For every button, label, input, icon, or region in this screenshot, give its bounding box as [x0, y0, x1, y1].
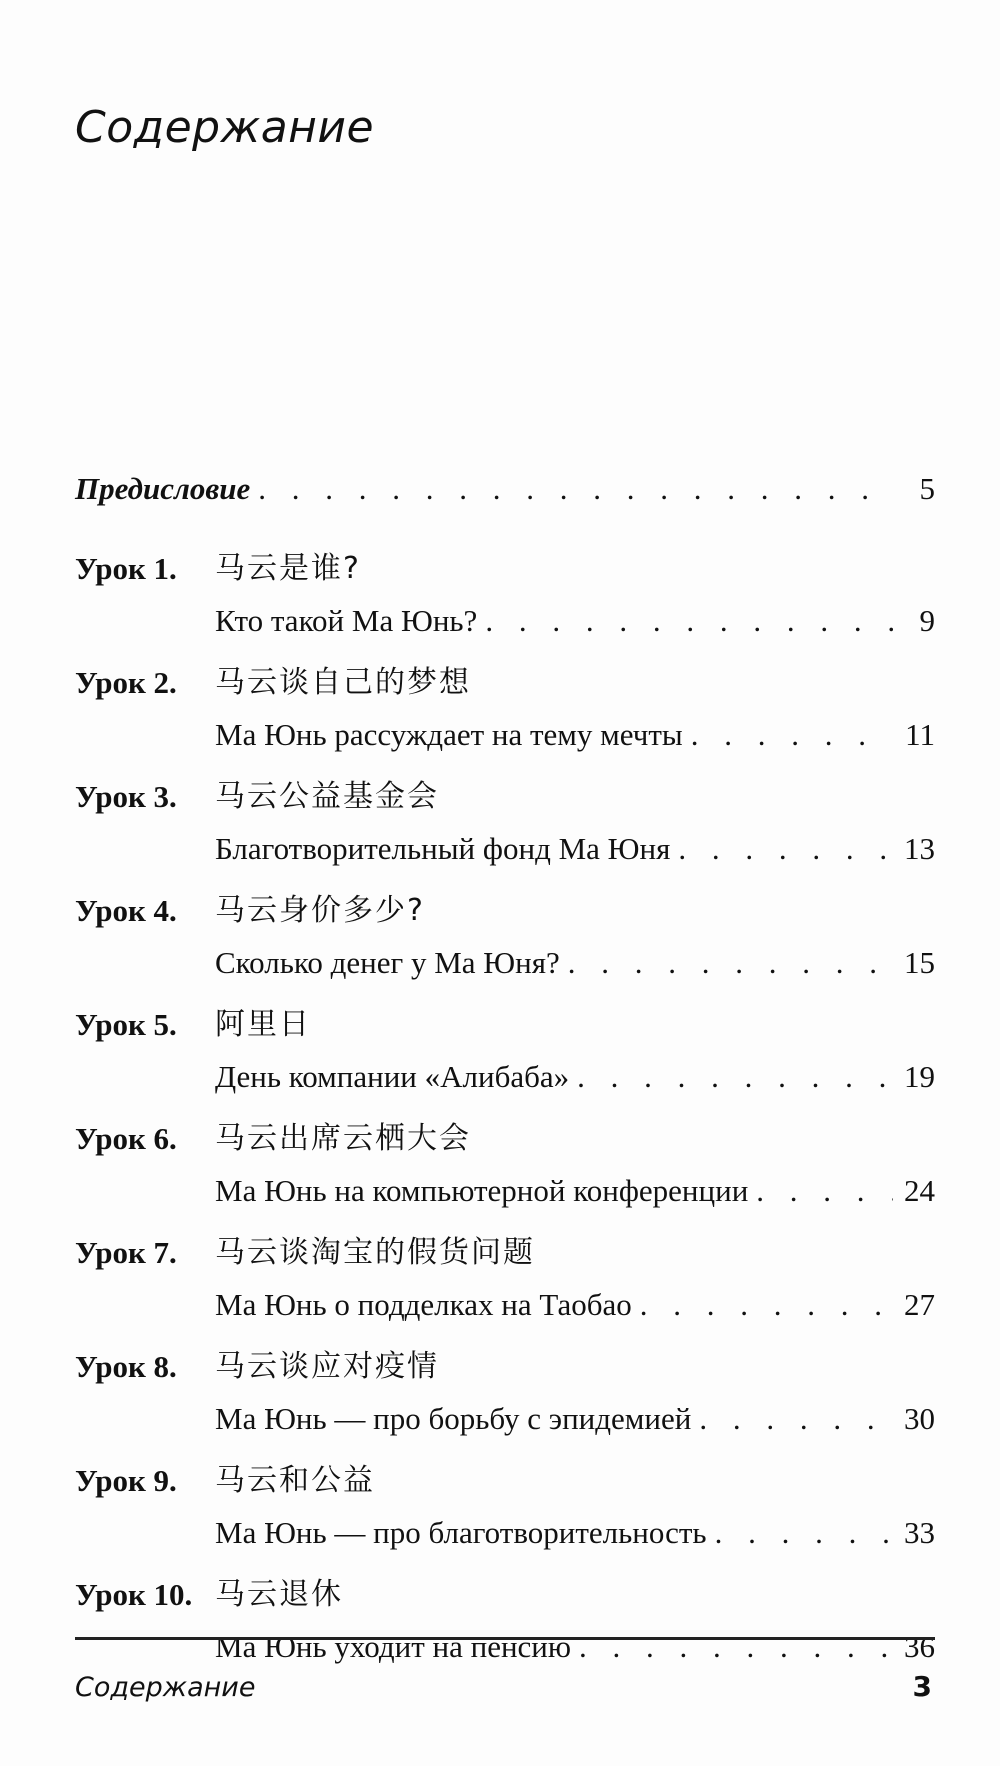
lesson-title-russian: Ма Юнь — про благотворительность	[215, 1515, 707, 1550]
dot-leader	[640, 1284, 893, 1326]
lesson-titles	[215, 1346, 935, 1440]
lesson-page-number: 19	[904, 1059, 935, 1094]
lesson-title-chinese: 阿里日	[215, 1007, 311, 1042]
toc-entry-lesson-9[interactable]	[75, 1460, 935, 1554]
footer-divider	[75, 1637, 935, 1640]
lesson-titles	[215, 1460, 935, 1554]
lesson-label: Урок 6.	[75, 1121, 177, 1156]
lesson-label: Урок 4.	[75, 893, 177, 928]
lesson-page-number: 36	[904, 1629, 935, 1664]
lesson-page-number: 9	[919, 603, 935, 638]
toc-entry-lesson-4[interactable]	[75, 890, 935, 984]
lesson-page-number: 11	[905, 717, 935, 752]
toc-entry-lesson-2[interactable]	[75, 662, 935, 756]
lesson-title-chinese: 马云是谁?	[215, 551, 361, 586]
lesson-label: Урок 7.	[75, 1235, 177, 1270]
dot-leader	[715, 1512, 893, 1554]
lesson-titles	[215, 1118, 935, 1212]
dot-leader	[577, 1056, 893, 1098]
lesson-title-chinese: 马云谈淘宝的假货问题	[215, 1235, 535, 1270]
lesson-title-russian-row	[215, 1056, 935, 1098]
lesson-title-russian: Кто такой Ма Юнь?	[215, 603, 478, 638]
lesson-title-russian-row	[215, 942, 935, 984]
lesson-titles	[215, 1232, 935, 1326]
table-of-contents	[75, 468, 935, 1688]
dot-leader	[691, 714, 893, 756]
lesson-page-number: 15	[904, 945, 935, 980]
lesson-title-russian-row	[215, 1284, 935, 1326]
toc-entry-lesson-1[interactable]	[75, 548, 935, 642]
dot-leader	[485, 600, 893, 642]
lesson-titles	[215, 548, 935, 642]
lesson-titles	[215, 662, 935, 756]
toc-entry-lesson-6[interactable]	[75, 1118, 935, 1212]
lesson-title-chinese: 马云谈应对疫情	[215, 1349, 439, 1384]
lesson-label: Урок 5.	[75, 1007, 177, 1042]
lesson-title-chinese: 马云身价多少?	[215, 893, 425, 928]
lesson-page-number: 30	[904, 1401, 935, 1436]
lesson-titles	[215, 890, 935, 984]
toc-entry-lesson-5[interactable]	[75, 1004, 935, 1098]
toc-entry-lesson-10[interactable]	[75, 1574, 935, 1668]
lesson-title-russian-row	[215, 714, 935, 756]
lesson-title-russian: Ма Юнь на компьютерной конференции	[215, 1173, 749, 1208]
page-number: 3	[912, 1670, 932, 1703]
lesson-title-russian: Ма Юнь рассуждает на тему мечты	[215, 717, 683, 752]
lesson-title-russian-row	[215, 600, 935, 642]
toc-entry-lesson-3[interactable]	[75, 776, 935, 870]
lesson-title-russian-row	[215, 828, 935, 870]
lesson-label: Урок 9.	[75, 1463, 177, 1498]
lesson-titles	[215, 776, 935, 870]
lesson-title-russian-row	[215, 1626, 935, 1668]
lesson-label: Урок 1.	[75, 551, 177, 586]
lesson-title-russian-row	[215, 1512, 935, 1554]
lesson-label: Урок 2.	[75, 665, 177, 700]
lesson-page-number: 27	[904, 1287, 935, 1322]
lesson-titles	[215, 1574, 935, 1668]
lesson-label: Урок 10.	[75, 1577, 193, 1612]
lesson-title-chinese: 马云退休	[215, 1577, 343, 1612]
dot-leader	[579, 1626, 893, 1668]
dot-leader	[756, 1170, 893, 1212]
lesson-title-chinese: 马云谈自己的梦想	[215, 665, 471, 700]
dot-leader	[678, 828, 893, 870]
running-footer-title: Содержание	[75, 1672, 256, 1703]
dot-leader	[258, 468, 893, 510]
lesson-title-russian-row	[215, 1170, 935, 1212]
lesson-list	[75, 548, 935, 1668]
dot-leader	[699, 1398, 893, 1440]
lesson-page-number: 24	[904, 1173, 935, 1208]
lesson-page-number: 13	[904, 831, 935, 866]
preface-label: Предисловие	[75, 471, 251, 506]
lesson-label: Урок 8.	[75, 1349, 177, 1384]
lesson-title-russian: День компании «Алибаба»	[215, 1059, 570, 1094]
lesson-title-russian: Ма Юнь — про борьбу с эпидемией	[215, 1401, 692, 1436]
page-title: Содержание	[75, 102, 375, 153]
lesson-title-russian: Ма Юнь уходит на пенсию	[215, 1629, 572, 1664]
toc-entry-lesson-8[interactable]	[75, 1346, 935, 1440]
lesson-label: Урок 3.	[75, 779, 177, 814]
dot-leader	[568, 942, 893, 984]
lesson-title-russian: Сколько денег у Ма Юня?	[215, 945, 560, 980]
lesson-title-russian: Благотворительный фонд Ма Юня	[215, 831, 671, 866]
toc-entry-preface[interactable]	[75, 468, 935, 510]
lesson-title-chinese: 马云出席云栖大会	[215, 1121, 471, 1156]
lesson-title-russian: Ма Юнь о подделках на Таобао	[215, 1287, 632, 1322]
toc-entry-lesson-7[interactable]	[75, 1232, 935, 1326]
lesson-title-russian-row	[215, 1398, 935, 1440]
lesson-page-number: 33	[904, 1515, 935, 1550]
lesson-title-chinese: 马云公益基金会	[215, 779, 439, 814]
lesson-title-chinese: 马云和公益	[215, 1463, 375, 1498]
preface-page-number: 5	[919, 471, 935, 506]
lesson-titles	[215, 1004, 935, 1098]
